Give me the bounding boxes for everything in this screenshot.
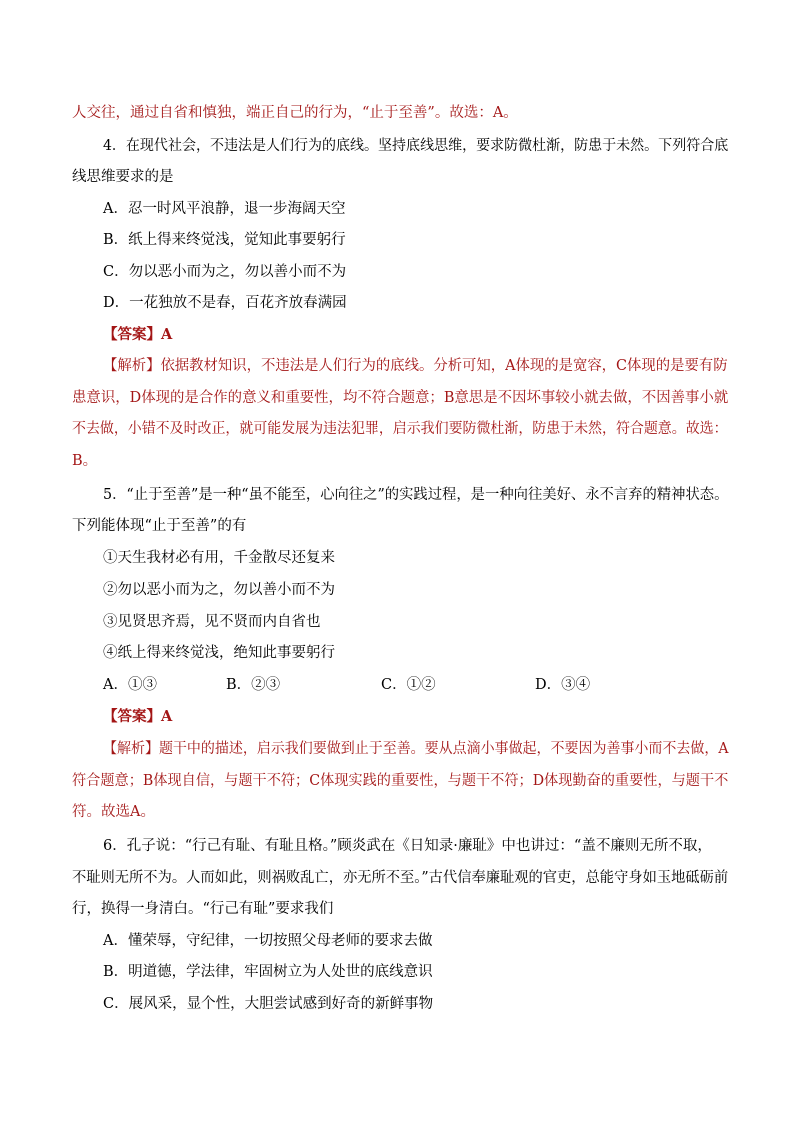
q6-stem-line3: 行，换得一身清白。“行己有耻”要求我们 — [72, 901, 334, 917]
q4-option-c: C．勿以恶小而为之，勿以善小而不为 — [103, 264, 347, 280]
q4-answer: 【答案】A — [103, 326, 173, 343]
q4-option-d: D．一花独放不是春，百花齐放春满园 — [103, 295, 347, 311]
q6-option-b: B．明道德，学法律，牢固树立为人处世的底线意识 — [103, 964, 433, 980]
q5-stem-line2: 下列能体现“止于至善”的有 — [72, 518, 247, 534]
q5-item-4: ④纸上得来终觉浅，绝知此事要躬行 — [103, 645, 335, 661]
q4-stem-line1: 4．在现代社会，不违法是人们行为的底线。坚持底线思维，要求防微杜渐，防患于未然。下列符合底 — [103, 138, 729, 154]
q4-option-b: B．纸上得来终觉浅，觉知此事要躬行 — [103, 232, 346, 248]
q4-analysis-line3: 不去做，小错不及时改正，就可能发展为违法犯罪，启示我们要防微杜渐，防患于未然，符合题意。故选： — [72, 421, 728, 437]
q5-choice-c: C．①② — [381, 677, 436, 693]
q6-stem-line2: 不耻则无所不为。人而如此，则祸败乱亡，亦无所不至。”古代信奉廉耻观的官吏，总能守身如玉地砥砺前 — [72, 870, 729, 886]
q5-item-1: ①天生我材必有用，千金散尽还复来 — [103, 550, 335, 566]
q5-choice-a: A．①③ — [103, 677, 157, 693]
q4-analysis-line2: 患意识，D体现的是合作的意义和重要性，均不符合题意；B意思是不因坏事较小就去做，不因善事小就 — [72, 390, 729, 406]
q5-analysis-line2: 符合题意；B体现自信，与题干不符；C体现实践的重要性，与题干不符；D体现勤奋的重要性，与题干不 — [72, 773, 729, 789]
q5-stem-line1: 5．“止于至善”是一种“虽不能至，心向往之”的实践过程，是一种向往美好、永不言弃的精神状态。 — [103, 487, 729, 503]
q5-item-2: ②勿以恶小而为之，勿以善小而不为 — [103, 582, 335, 598]
q5-analysis-line1: 【解析】题干中的描述，启示我们要做到止于至善。要从点滴小事做起，不要因为善事小而不去做，A — [103, 741, 729, 757]
q5-item-3: ③见贤思齐焉，见不贤而内自省也 — [103, 614, 321, 630]
continuation-text: 人交往，通过自省和慎独，端正自己的行为，“止于至善”。故选：A。 — [72, 105, 518, 121]
q6-stem-line1: 6．孔子说：“行己有耻、有耻且格。”顾炎武在《日知录·廉耻》中也讲过：“盖不廉则无所不取， — [103, 838, 712, 854]
q5-choice-b: B．②③ — [226, 677, 281, 693]
q4-stem-line2: 线思维要求的是 — [72, 169, 174, 185]
q6-option-c: C．展风采，显个性，大胆尝试感到好奇的新鲜事物 — [103, 996, 434, 1012]
q5-choice-d: D．③④ — [535, 677, 591, 693]
q5-answer: 【答案】A — [103, 708, 173, 725]
q6-option-a: A．懂荣辱，守纪律，一切按照父母老师的要求去做 — [103, 933, 433, 949]
q4-option-a: A．忍一时风平浪静，退一步海阔天空 — [103, 201, 346, 217]
q4-analysis-line1: 【解析】依据教材知识，不违法是人们行为的底线。分析可知，A体现的是宽容，C体现的是要有防 — [103, 358, 728, 374]
q5-analysis-line3: 符。故选A。 — [72, 804, 155, 820]
q4-analysis-line4: B。 — [72, 453, 98, 469]
